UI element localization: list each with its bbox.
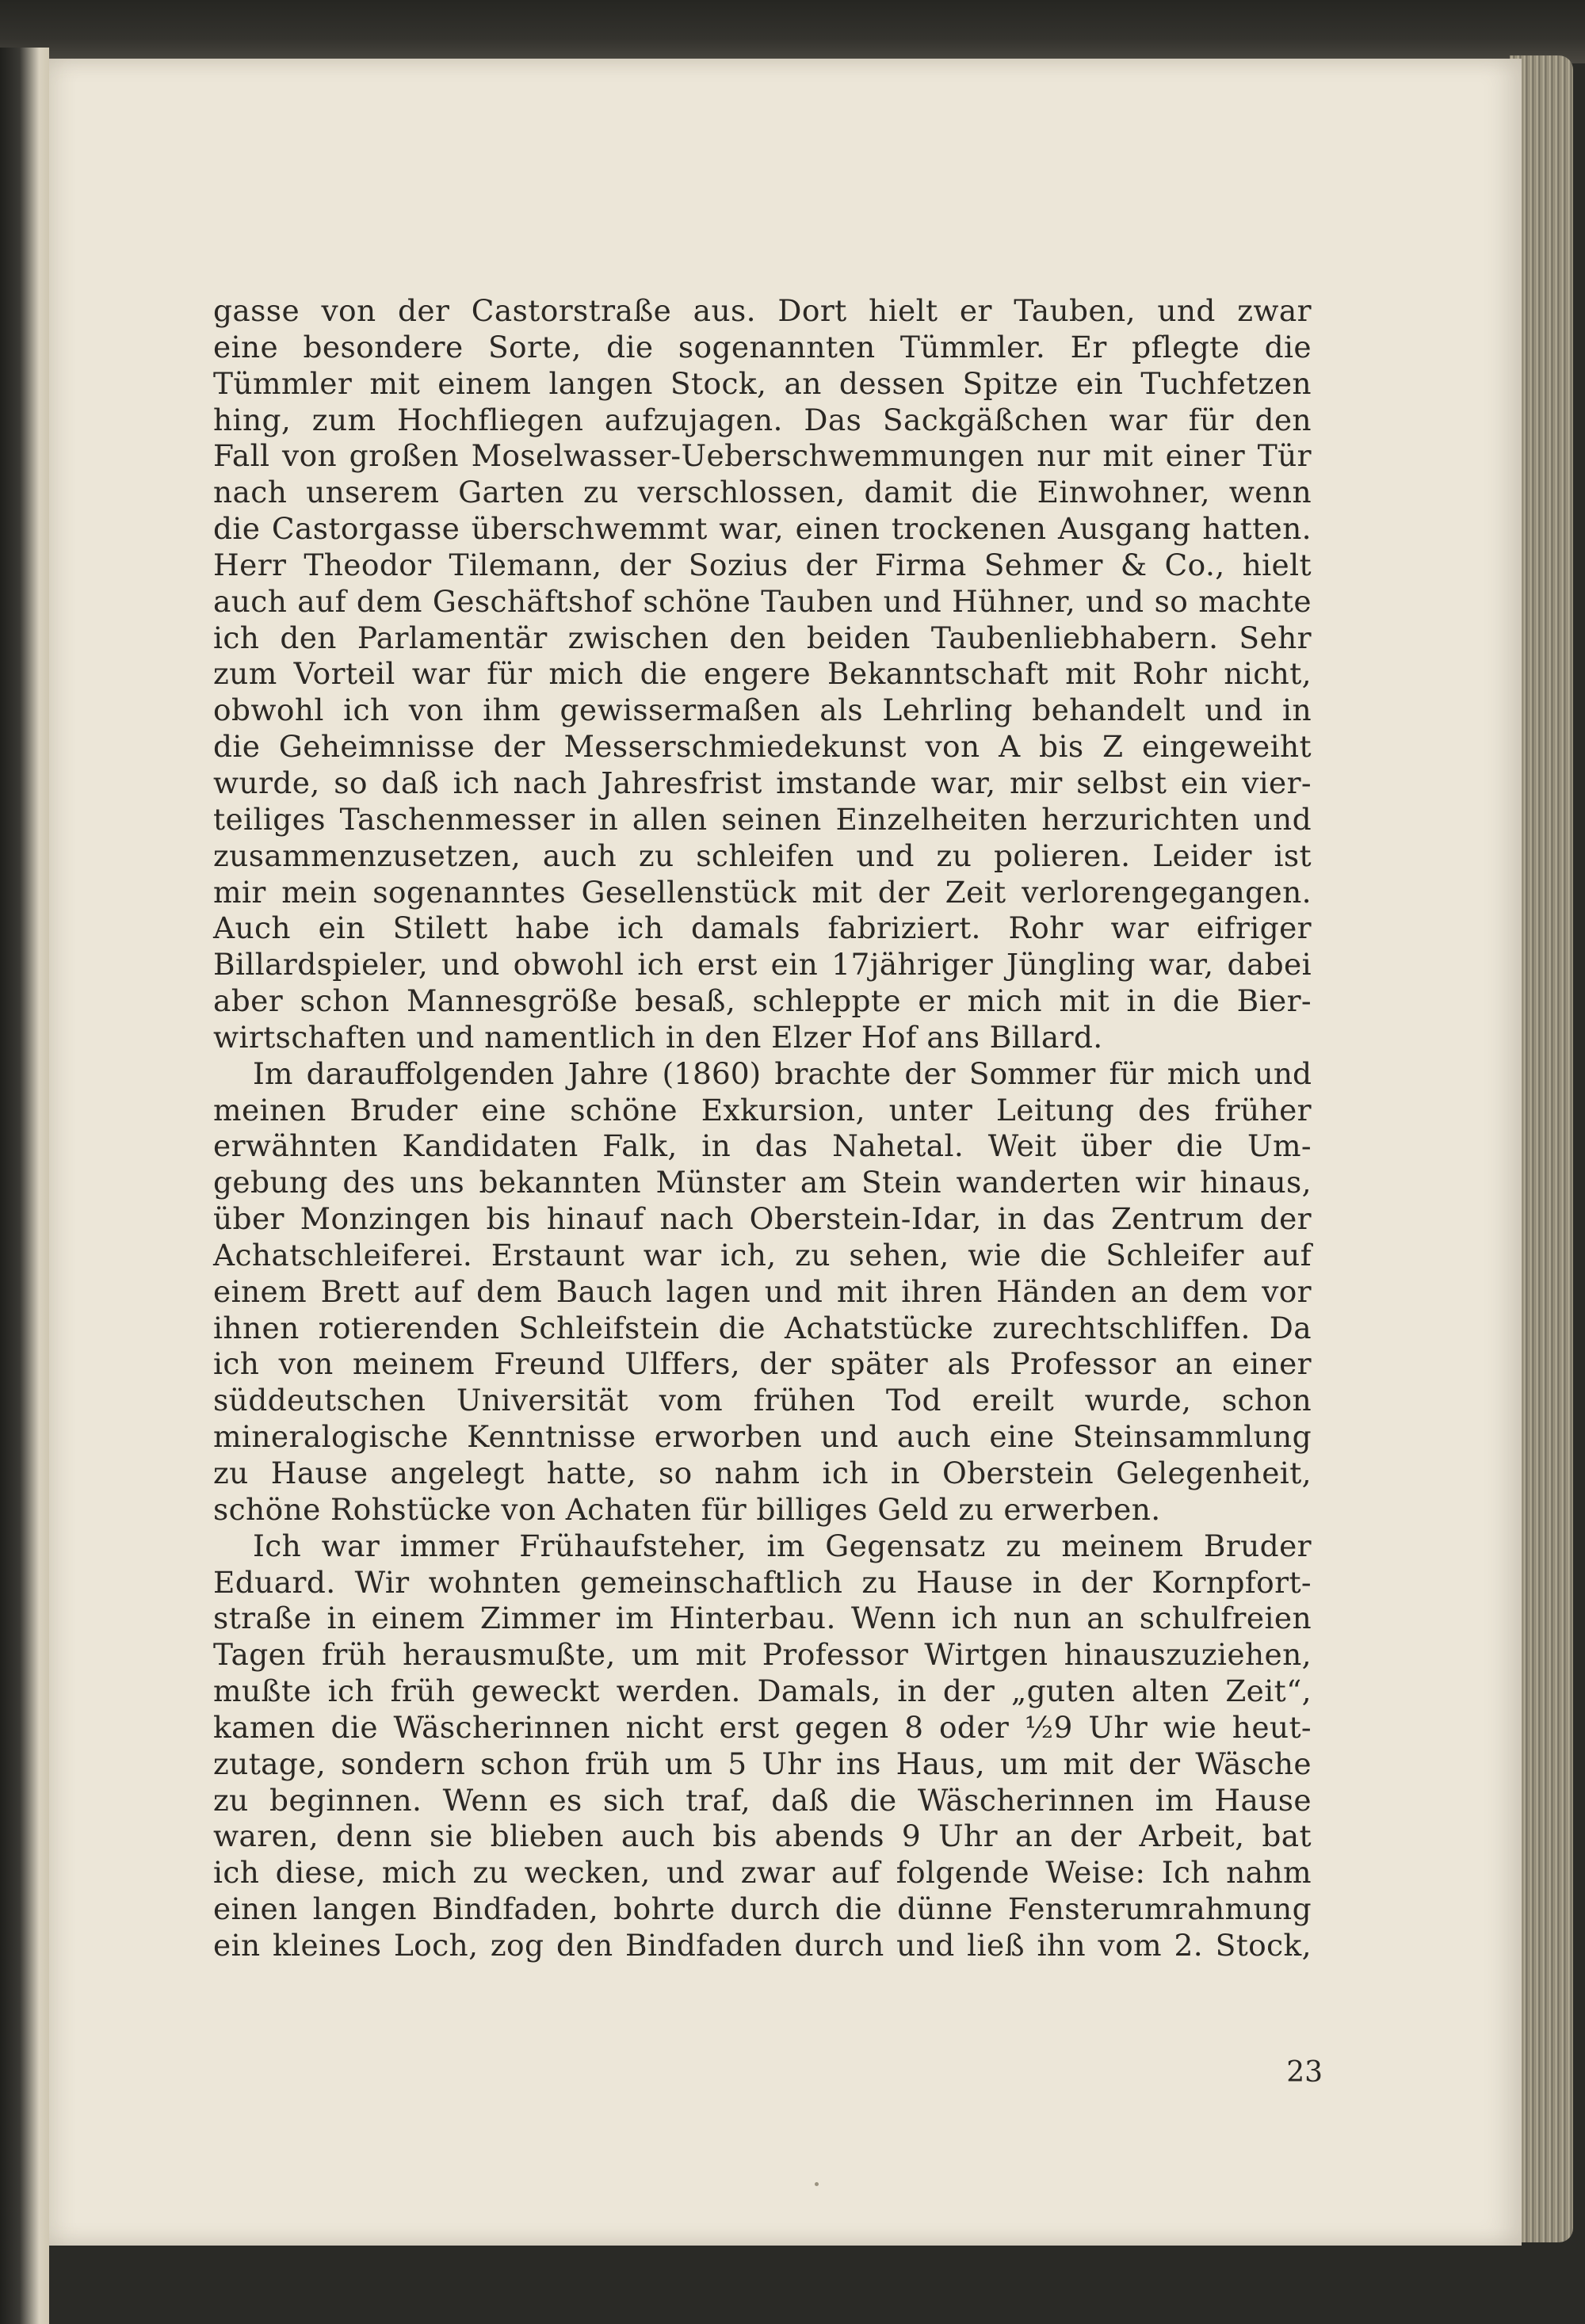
text-line: meinen Bruder eine schöne Exkursion, unter Leitung des früher bbox=[213, 1092, 1312, 1128]
text-line: Tümmler mit einem langen Stock, an dessen Spitze ein Tuchfetzen bbox=[213, 365, 1312, 401]
text-line: wirtschaften und namentlich in den Elzer Hof ans Billard. bbox=[213, 1019, 1103, 1055]
text-line: zu beginnen. Wenn es sich traf, daß die Wäscherinnen im Hause bbox=[213, 1782, 1312, 1818]
text-line: süddeutschen Universität vom frühen Tod ereilt wurde, schon bbox=[213, 1383, 1312, 1418]
text-line: waren, denn sie blieben auch bis abends 9 Uhr an der Arbeit, bat bbox=[213, 1818, 1312, 1854]
text-line: wurde, so daß ich nach Jahresfrist imstande war, mir selbst ein vier- bbox=[213, 765, 1312, 800]
text-line: mußte ich früh geweckt werden. Damals, in der „guten alten Zeit“, bbox=[213, 1673, 1312, 1709]
text-line: einen langen Bindfaden, bohrte durch die dünne Fensterumrahmung bbox=[213, 1891, 1312, 1927]
binding-edge bbox=[0, 48, 49, 2324]
paper-speck bbox=[815, 2182, 819, 2186]
text-line: Tagen früh herausmußte, um mit Professor Wirtgen hinauszuziehen, bbox=[213, 1637, 1312, 1673]
text-line: Fall von großen Moselwasser-Ueberschwemmungen nur mit einer Tür bbox=[213, 438, 1312, 474]
text-line: zusammenzusetzen, auch zu schleifen und zu polieren. Leider ist bbox=[213, 838, 1312, 873]
text-line: zum Vorteil war für mich die engere Bekanntschaft mit Rohr nicht, bbox=[213, 656, 1312, 692]
book-page bbox=[49, 59, 1522, 2246]
text-line: teiliges Taschenmesser in allen seinen Einzelheiten herzurichten und bbox=[213, 801, 1312, 837]
text-line: einem Brett auf dem Bauch lagen und mit ihren Händen an dem vor bbox=[213, 1273, 1312, 1309]
text-line: gebung des uns bekannten Münster am Stein wanderten wir hinaus, bbox=[213, 1165, 1312, 1200]
text-line: mir mein sogenanntes Gesellenstück mit der Zeit verlorengegangen. bbox=[213, 874, 1312, 910]
text-line: obwohl ich von ihm gewissermaßen als Lehrling behandelt und in bbox=[213, 693, 1312, 728]
text-line: ich diese, mich zu wecken, und zwar auf folgende Weise: Ich nahm bbox=[213, 1855, 1312, 1891]
text-line: ein kleines Loch, zog den Bindfaden durch und ließ ihn vom 2. Stock, bbox=[213, 1927, 1312, 1963]
text-line: gasse von der Castorstraße aus. Dort hielt er Tauben, und zwar bbox=[213, 293, 1312, 328]
text-line: nach unserem Garten zu verschlossen, damit die Einwohner, wenn bbox=[213, 475, 1312, 510]
text-line: die Geheimnisse der Messerschmiedekunst von A bis Z eingeweiht bbox=[213, 729, 1312, 765]
text-line: zutage, sondern schon früh um 5 Uhr ins Haus, um mit der Wäsche bbox=[213, 1746, 1312, 1781]
text-line: Achatschleiferei. Erstaunt war ich, zu sehen, wie die Schleifer auf bbox=[213, 1237, 1312, 1273]
body-text bbox=[213, 293, 1312, 1964]
text-line: eine besondere Sorte, die sogenannten Tümmler. Er pflegte die bbox=[213, 329, 1312, 364]
text-line: kamen die Wäscherinnen nicht erst gegen 8 oder ½9 Uhr wie heut- bbox=[213, 1709, 1312, 1745]
text-line: mineralogische Kenntnisse erworben und auch eine Steinsammlung bbox=[213, 1419, 1312, 1455]
text-line: ihnen rotierenden Schleifstein die Achatstücke zurechtschliffen. Da bbox=[213, 1310, 1312, 1345]
text-line: zu Hause angelegt hatte, so nahm ich in Oberstein Gelegenheit, bbox=[213, 1456, 1312, 1490]
text-line: ich von meinem Freund Ulffers, der später als Professor an einer bbox=[213, 1346, 1312, 1382]
text-line: Ich war immer Frühaufsteher, im Gegensatz zu meinem Bruder bbox=[253, 1528, 1312, 1563]
text-line: Eduard. Wir wohnten gemeinschaftlich zu Hause in der Kornpfort- bbox=[213, 1564, 1312, 1600]
text-line: über Monzingen bis hinauf nach Oberstein-Idar, in das Zentrum der bbox=[213, 1201, 1312, 1237]
page-number: 23 bbox=[1286, 2056, 1323, 2089]
text-line: ich den Parlamentär zwischen den beiden Taubenliebhabern. Sehr bbox=[213, 620, 1312, 655]
text-line: schöne Rohstücke von Achaten für billiges Geld zu erwerben. bbox=[213, 1491, 1161, 1527]
text-line: straße in einem Zimmer im Hinterbau. Wenn ich nun an schulfreien bbox=[213, 1601, 1312, 1636]
text-line: die Castorgasse überschwemmt war, einen trockenen Ausgang hatten. bbox=[213, 511, 1312, 547]
text-line: Herr Theodor Tilemann, der Sozius der Firma Sehmer & Co., hielt bbox=[213, 547, 1312, 582]
text-line: aber schon Mannesgröße besaß, schleppte er mich mit in die Bier- bbox=[213, 983, 1312, 1019]
text-line: Auch ein Stilett habe ich damals fabriziert. Rohr war eifriger bbox=[213, 910, 1312, 946]
scan-top-edge bbox=[0, 0, 1585, 63]
text-line: hing, zum Hochfliegen aufzujagen. Das Sackgäßchen war für den bbox=[213, 402, 1312, 437]
text-line: Im darauffolgenden Jahre (1860) brachte der Sommer für mich und bbox=[253, 1055, 1312, 1091]
text-line: Billardspieler, und obwohl ich erst ein 17jähriger Jüngling war, dabei bbox=[213, 947, 1312, 983]
text-line: auch auf dem Geschäftshof schöne Tauben und Hühner, und so machte bbox=[213, 583, 1312, 619]
text-line: erwähnten Kandidaten Falk, in das Nahetal. Weit über die Um- bbox=[213, 1128, 1312, 1164]
